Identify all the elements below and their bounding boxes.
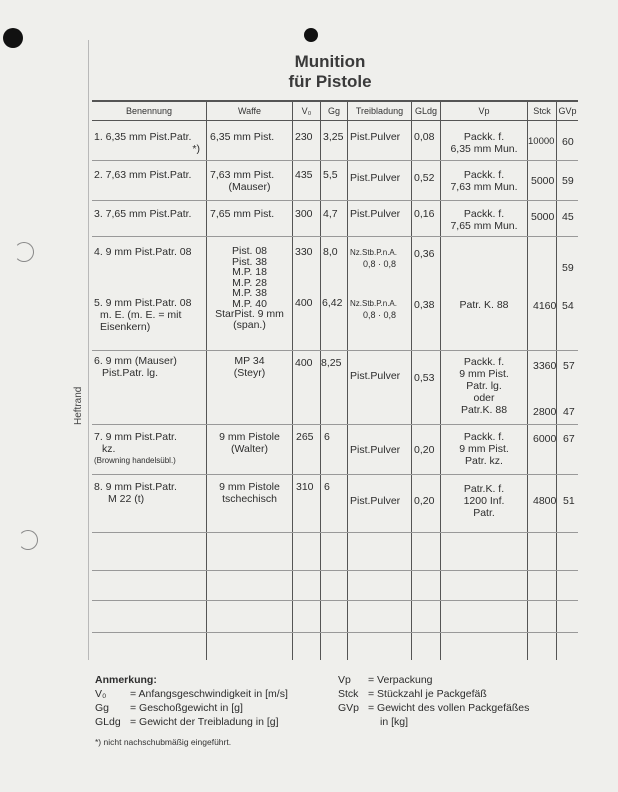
punch-hole-ring — [14, 242, 34, 262]
row7-benennung3: (Browning handelsübl.) — [94, 456, 176, 465]
row8-benennung: 8. 9 mm Pist.Patr. — [94, 481, 177, 493]
col-rule — [320, 100, 321, 660]
row2-gvp: 59 — [562, 175, 574, 187]
row4-gldg: 0,36 — [414, 248, 435, 260]
row3-benennung: 3. 7,65 mm Pist.Patr. — [94, 208, 192, 220]
row8-waffe: 9 mm Pistole — [219, 481, 280, 493]
row6-vp2: 9 mm Pist. — [459, 368, 509, 380]
row3-treib: Pist.Pulver — [350, 208, 401, 220]
row-rule — [92, 532, 578, 533]
note-v0-term: V₀ — [95, 688, 107, 700]
row1-treib: Pist.Pulver — [350, 131, 401, 143]
row7-vp: Packk. f. — [463, 431, 505, 443]
row8-vp3: Patr. — [473, 507, 495, 519]
row7-stck: 6000 — [533, 433, 557, 445]
row8-benennung2: M 22 (t) — [108, 493, 145, 505]
row2-vp: Packk. f. — [463, 169, 505, 181]
header-benennung: Benennung — [125, 106, 173, 116]
row7-v0: 265 — [296, 431, 314, 443]
table-top-rule — [92, 100, 578, 102]
row5-benennung2: m. E. (m. E. = mit — [100, 309, 182, 321]
shared-waffe-list — [207, 246, 292, 330]
row8-waffe2: tschechisch — [222, 493, 277, 505]
row1-stck: 10000 — [528, 136, 555, 147]
row-rule — [92, 160, 578, 161]
row2-treib: Pist.Pulver — [350, 172, 401, 184]
col-rule — [347, 100, 348, 660]
row3-vp: Packk. f. — [463, 208, 505, 220]
row3-vp2: 7,65 mm Mun. — [450, 220, 518, 232]
side-label: Heftrand — [73, 386, 84, 425]
row5-vp: Patr. K. 88 — [459, 299, 509, 311]
note-v0-def: = Anfangsgeschwindigkeit in [m/s] — [130, 688, 288, 700]
punch-hole — [3, 28, 23, 48]
row3-v0: 300 — [295, 208, 313, 220]
header-waffe: Waffe — [237, 106, 261, 116]
page-subtitle: für Pistole — [288, 72, 372, 91]
row1-v0: 230 — [295, 131, 313, 143]
row1-gg: 3,25 — [323, 131, 344, 143]
note-gldg-def: = Gewicht der Treibladung in [g] — [130, 716, 279, 728]
header-gvp: GVp — [558, 106, 577, 116]
row6-waffe: MP 34 — [234, 355, 265, 367]
row6-waffe2: (Steyr) — [233, 367, 266, 379]
row7-treib: Pist.Pulver — [350, 444, 401, 456]
note-stck-def: = Stückzahl je Packgefäß — [368, 688, 487, 700]
col-rule — [527, 100, 528, 660]
page-title: Munition — [294, 52, 366, 71]
row7-waffe: 9 mm Pistole — [219, 431, 280, 443]
row4-v0: 330 — [295, 246, 313, 258]
row2-gg: 5,5 — [323, 169, 338, 181]
header-v0: V₀ — [301, 106, 312, 116]
note-gvp-def: = Gewicht des vollen Packgefäßes — [368, 702, 530, 714]
note-gvp-unit: in [kg] — [380, 716, 409, 728]
row4-benennung: 4. 9 mm Pist.Patr. 08 — [94, 246, 192, 258]
row-rule — [92, 570, 578, 571]
row7-gvp: 67 — [563, 433, 575, 445]
row6-gvp: 57 — [563, 360, 575, 372]
row2-waffe: 7,63 mm Pist. — [210, 169, 275, 181]
row1-benennung-note: *) — [192, 143, 200, 155]
shared-waffe-item: Pist. 38 — [231, 255, 268, 268]
row5-gldg: 0,38 — [414, 299, 435, 311]
row6-gldg: 0,53 — [414, 372, 435, 384]
note-gldg-term: GLdg — [95, 716, 121, 728]
row2-v0: 435 — [295, 169, 313, 181]
row6-vp: Packk. f. — [463, 356, 505, 368]
row4-treib2: 0,8 · 0,8 — [362, 259, 397, 269]
row-rule — [92, 200, 578, 201]
note-gg-term: Gg — [95, 702, 110, 714]
row6-benennung: 6. 9 mm (Mauser) — [94, 355, 177, 367]
row6-stck2: 2800 — [533, 406, 557, 418]
row5-gvp: 54 — [562, 300, 574, 312]
row8-v0: 310 — [296, 481, 314, 493]
row5-treib: Nz.Stb.P.n.A. — [350, 299, 397, 308]
row7-vp3: Patr. kz. — [465, 455, 503, 467]
row2-gldg: 0,52 — [414, 172, 435, 184]
table-header-rule — [92, 120, 578, 121]
header-vp: Vp — [478, 106, 490, 116]
row-rule — [92, 236, 578, 237]
punch-hole — [304, 28, 318, 42]
shared-waffe-item: M.P. 40 — [232, 297, 267, 310]
shared-waffe-item: Pist. 08 — [231, 245, 268, 257]
row6-stck: 3360 — [533, 360, 557, 372]
row5-stck: 4160 — [533, 300, 557, 312]
row7-vp2: 9 mm Pist. — [459, 443, 509, 455]
col-rule — [411, 100, 412, 660]
row6-gg: 8,25 — [321, 357, 342, 369]
row8-gg: 6 — [324, 481, 330, 493]
shared-waffe-item: StarPist. 9 mm — [215, 308, 284, 320]
header-gg: Gg — [327, 106, 340, 116]
header-gldg: GLdg — [414, 106, 438, 116]
shared-waffe-item: (span.) — [233, 318, 266, 331]
row5-gg: 6,42 — [322, 297, 343, 309]
row3-gg: 4,7 — [323, 208, 338, 220]
row2-stck: 5000 — [531, 175, 555, 187]
row1-gldg: 0,08 — [414, 131, 435, 143]
notes-heading: Anmerkung: — [95, 674, 157, 686]
row7-gldg: 0,20 — [414, 444, 435, 456]
row8-treib: Pist.Pulver — [350, 495, 401, 507]
shared-waffe-item: M.P. 38 — [232, 287, 267, 299]
row5-benennung: 5. 9 mm Pist.Patr. 08 — [94, 297, 192, 309]
row6-benennung2: Pist.Patr. lg. — [102, 367, 159, 379]
row6-vp4: oder — [473, 392, 495, 404]
row-rule — [92, 424, 578, 425]
row8-gvp: 51 — [563, 495, 575, 507]
shared-waffe-item: M.P. 18 — [232, 266, 267, 278]
row1-vp: Packk. f. — [463, 131, 505, 143]
row4-gvp: 59 — [562, 262, 574, 274]
row8-stck: 4800 — [533, 495, 557, 507]
row8-vp: Patr.K. f. — [463, 483, 505, 495]
row6-treib: Pist.Pulver — [350, 370, 401, 382]
row1-benennung: 1. 6,35 mm Pist.Patr. — [94, 131, 192, 143]
shared-waffe-item: M.P. 28 — [232, 276, 267, 289]
row6-v0: 400 — [295, 357, 313, 369]
row4-treib: Nz.Stb.P.n.A. — [350, 248, 397, 257]
col-rule — [556, 100, 557, 660]
row7-benennung: 7. 9 mm Pist.Patr. — [94, 431, 177, 443]
row1-waffe: 6,35 mm Pist. — [210, 131, 275, 143]
row3-gvp: 45 — [562, 211, 574, 223]
note-stck-term: Stck — [338, 688, 359, 700]
row3-waffe: 7,65 mm Pist. — [210, 208, 275, 220]
row1-vp2: 6,35 mm Mun. — [450, 143, 518, 155]
row3-stck: 5000 — [531, 211, 555, 223]
row8-vp2: 1200 Inf. — [463, 495, 505, 507]
row-rule — [92, 350, 578, 351]
row2-waffe2: (Mauser) — [228, 181, 271, 193]
row5-treib2: 0,8 · 0,8 — [362, 310, 397, 320]
punch-hole-ring — [18, 530, 38, 550]
margin-line — [88, 40, 89, 660]
row6-gvp2: 47 — [563, 406, 575, 418]
header-treibladung: Treibladung — [355, 106, 404, 116]
row5-benennung3: Eisenkern) — [100, 321, 151, 333]
row-rule — [92, 632, 578, 633]
row-rule — [92, 474, 578, 475]
row7-gg: 6 — [324, 431, 330, 443]
note-gvp-term: GVp — [338, 702, 360, 714]
row3-gldg: 0,16 — [414, 208, 435, 220]
row5-v0: 400 — [295, 297, 313, 309]
row2-benennung: 2. 7,63 mm Pist.Patr. — [94, 169, 192, 181]
row7-waffe2: (Walter) — [231, 443, 268, 455]
row8-gldg: 0,20 — [414, 495, 435, 507]
header-stck: Stck — [533, 106, 551, 116]
note-gg-def: = Geschoßgewicht in [g] — [130, 702, 243, 714]
row6-vp3: Patr. lg. — [466, 380, 502, 392]
col-rule — [292, 100, 293, 660]
row1-gvp: 60 — [562, 136, 574, 148]
row2-vp2: 7,63 mm Mun. — [450, 181, 518, 193]
row-rule — [92, 600, 578, 601]
note-vp-term: Vp — [338, 674, 351, 686]
row4-gg: 8,0 — [323, 246, 338, 258]
note-vp-def: = Verpackung — [368, 674, 433, 686]
row7-benennung2: kz. — [102, 443, 116, 455]
footnote: *) nicht nachschubmäßig eingeführt. — [95, 737, 232, 747]
row6-vp5: Patr.K. 88 — [460, 404, 508, 416]
